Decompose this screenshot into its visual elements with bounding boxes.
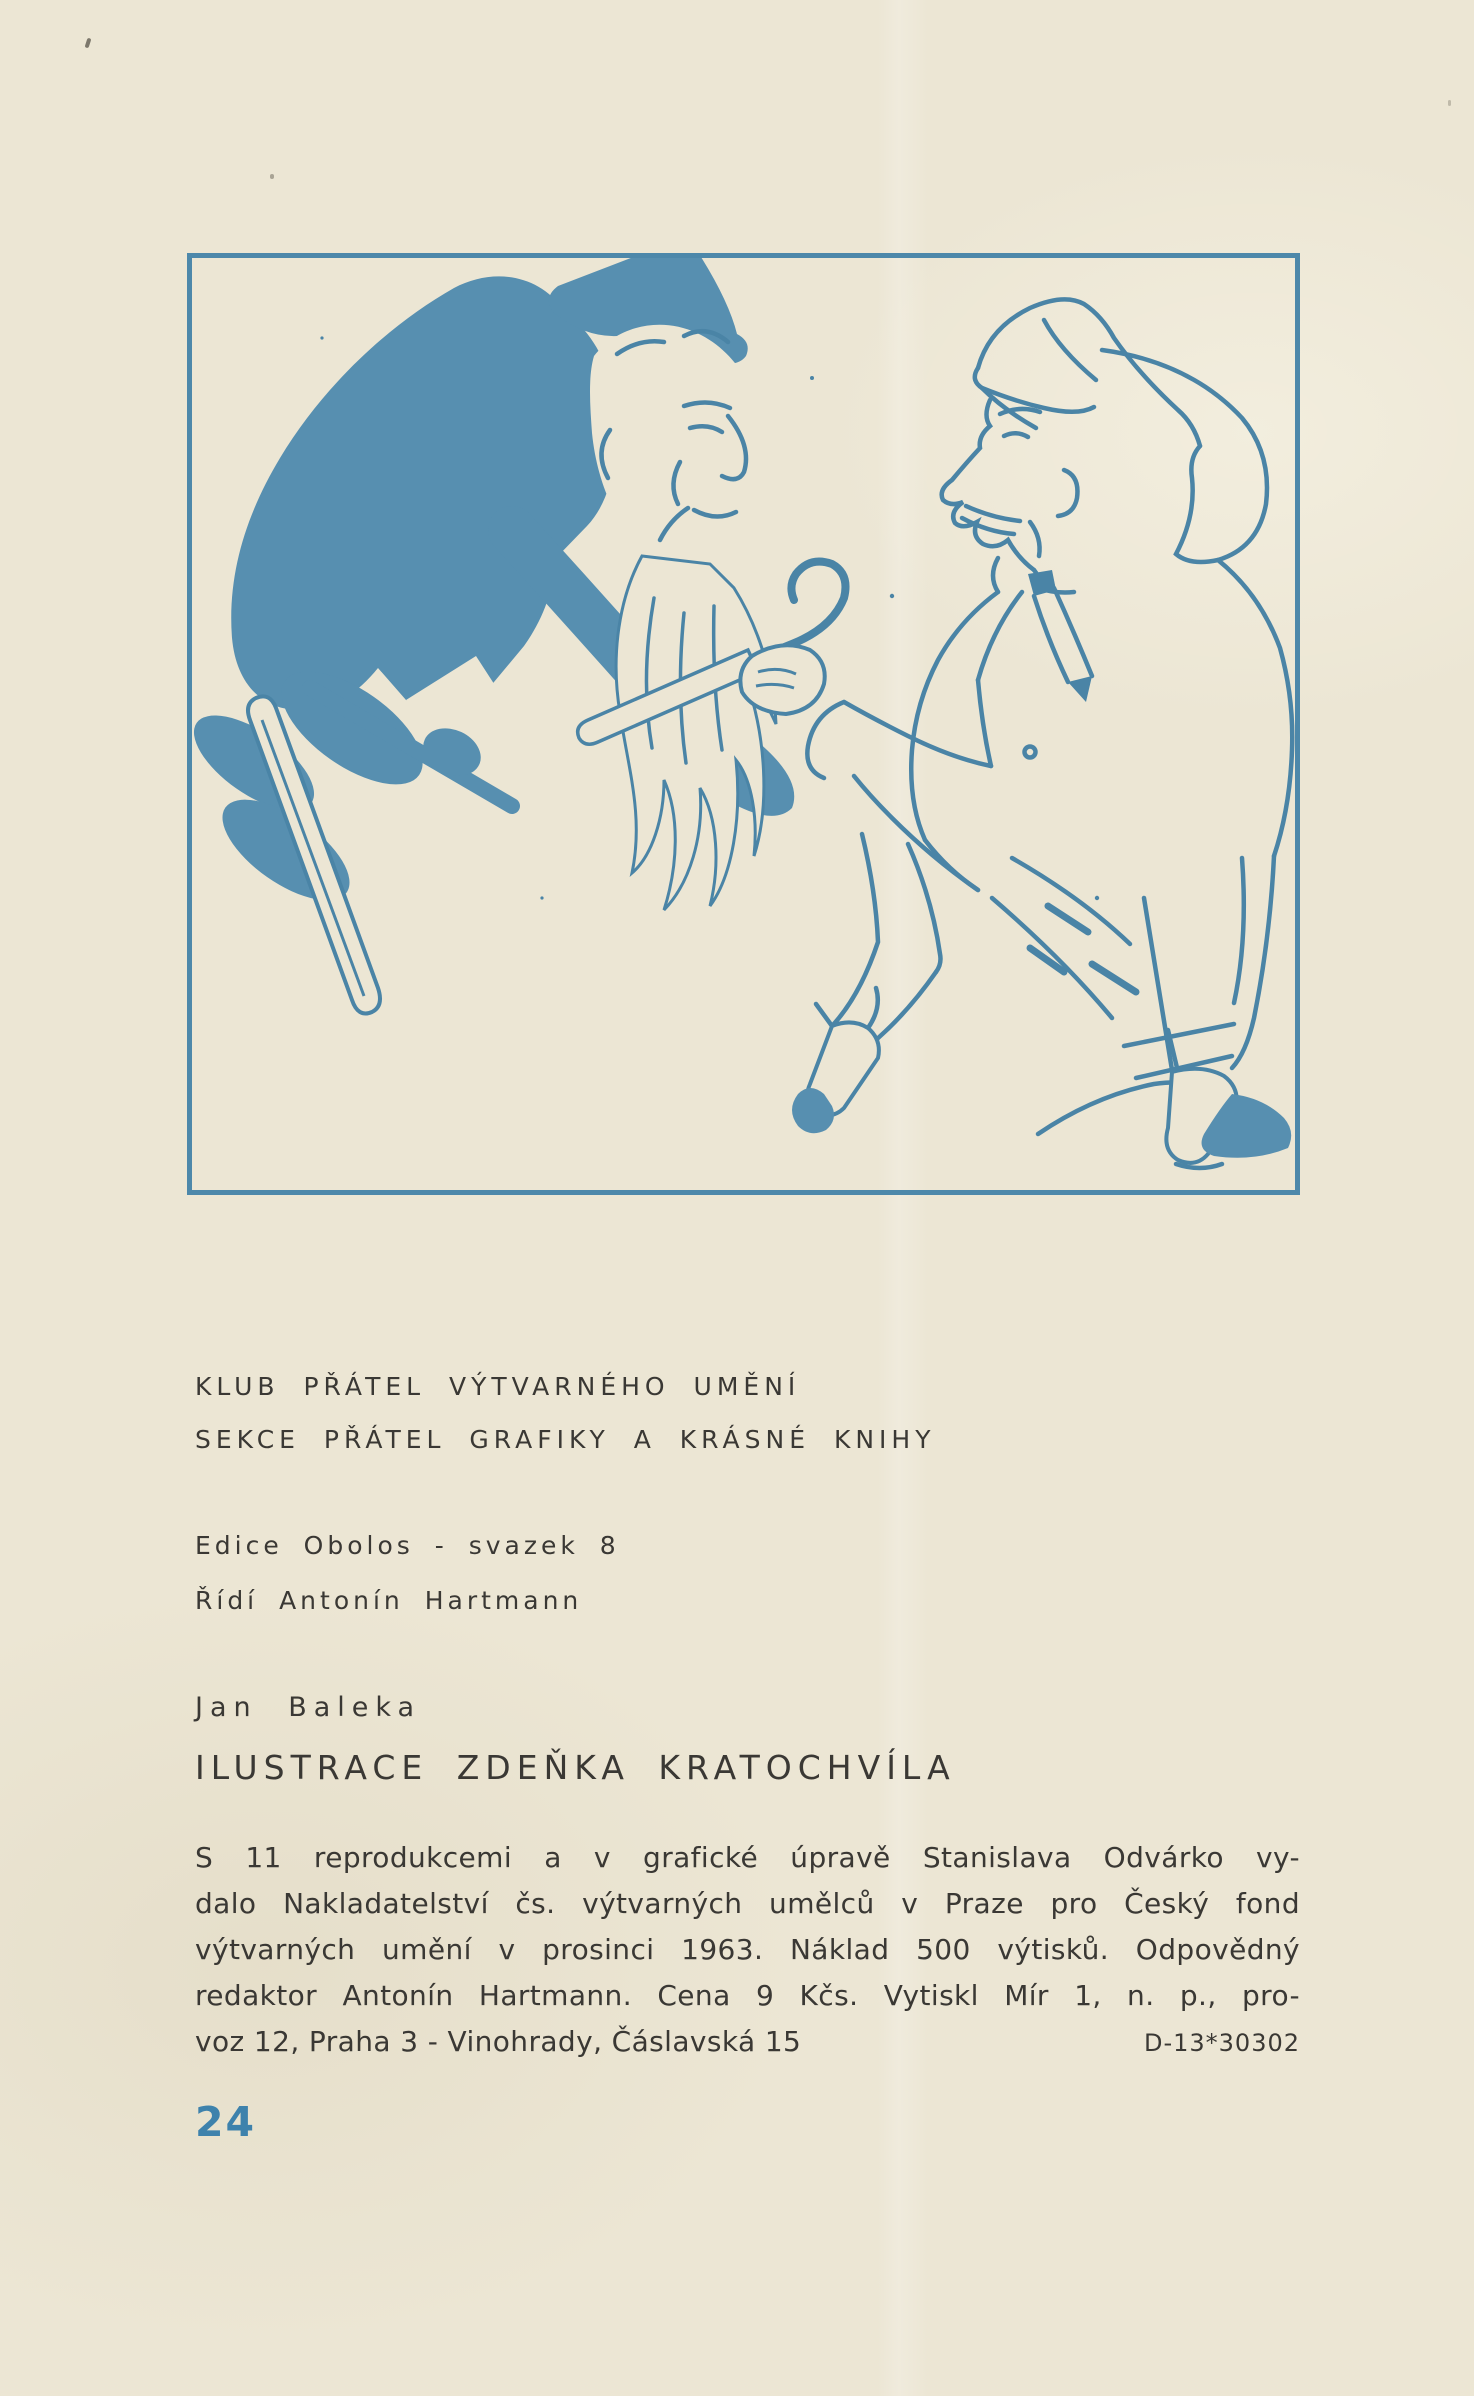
colophon-line: výtvarných umění v prosinci 1963. Náklad 500 výtisků. Odpovědný [195, 1933, 1300, 1966]
colophon-line-last: voz 12, Praha 3 - Vinohrady, Čáslavská 15 [195, 2025, 802, 2058]
colophon-line: S 11 reprodukcemi a v grafické úpravě Stanislava Odvárko vy- [195, 1841, 1300, 1874]
edition-series-line: Edice Obolos - svazek 8 [195, 1531, 620, 1560]
author-name: Jan Baleka [195, 1692, 422, 1723]
paper-speck [270, 174, 274, 179]
colophon-line: redaktor Antonín Hartmann. Cena 9 Kčs. Vytiskl Mír 1, n. p., pro- [195, 1979, 1300, 2012]
publisher-club-line-2: SEKCE PŘÁTEL GRAFIKY A KRÁSNÉ KNIHY [195, 1425, 936, 1454]
paper-speck [1448, 100, 1451, 106]
colophon-line: dalo Nakladatelství čs. výtvarných umělců v Praze pro Český fond [195, 1887, 1300, 1920]
edition-editor-line: Řídí Antonín Hartmann [195, 1586, 583, 1615]
paper-speck [85, 38, 92, 49]
publisher-club-line-1: KLUB PŘÁTEL VÝTVARNÉHO UMĚNÍ [195, 1372, 801, 1401]
page-number: 24 [195, 2098, 257, 2146]
book-illustration [192, 258, 1295, 1190]
colophon-paragraph [195, 1835, 1300, 2066]
illustration-frame [187, 253, 1300, 1195]
illustrator-credit: ILUSTRACE ZDEŇKA KRATOCHVÍLA [195, 1748, 956, 1787]
print-code: D-13*30302 [1143, 2029, 1300, 2057]
